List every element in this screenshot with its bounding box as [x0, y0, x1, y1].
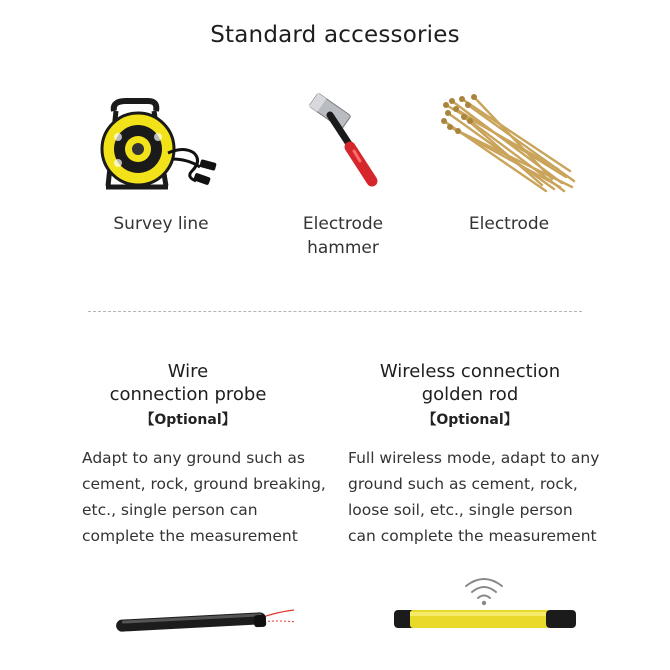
wireless-rod-icon [392, 570, 582, 640]
hammer-icon [258, 86, 428, 206]
optional-tag: 【Optional】 [140, 412, 236, 428]
accessory-label: Survey line [113, 214, 209, 234]
optional-title: Wire connection probe [109, 361, 267, 405]
section-divider [88, 311, 582, 312]
electrode-bundle-icon [424, 86, 594, 206]
accessory-electrode [424, 86, 594, 236]
wired-probe-icon [112, 600, 302, 644]
optional-description: Adapt to any ground such as cement, rock, ground breaking, etc., single person can complete the measurement [82, 449, 326, 545]
wifi-icon [466, 579, 502, 598]
optional-wire-probe [48, 360, 328, 549]
accessory-survey-line [76, 86, 246, 236]
optional-wireless-rod [330, 360, 610, 549]
cable-reel-icon [76, 86, 246, 206]
optional-tag: 【Optional】 [422, 412, 518, 428]
accessory-electrode-hammer [258, 86, 428, 260]
page-title: Standard accessories [210, 22, 460, 48]
optional-title: Wireless connection golden rod [379, 361, 561, 405]
accessory-label: Electrode [468, 214, 550, 234]
optional-description: Full wireless mode, adapt to any ground such as cement, rock, loose soil, etc., single person can complete the measurement [348, 449, 600, 545]
accessory-label: Electrode hammer [302, 214, 384, 258]
